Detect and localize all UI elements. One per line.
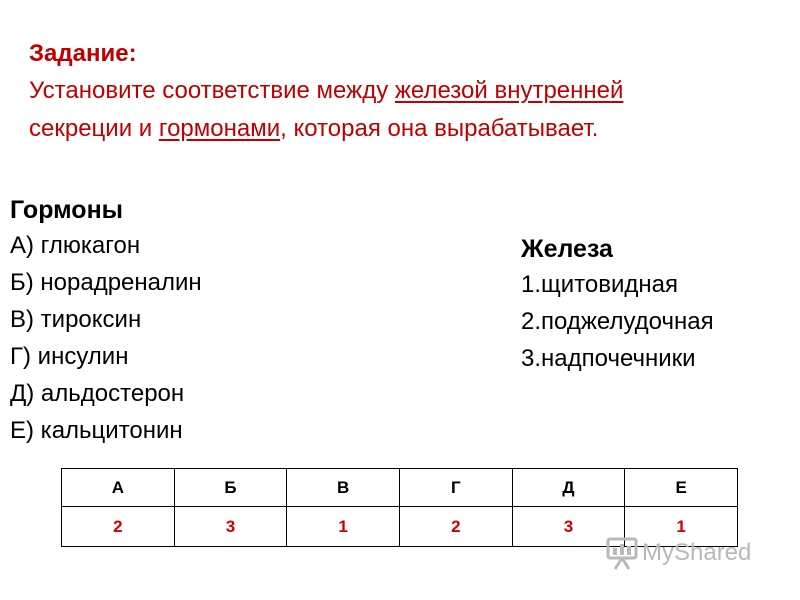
answer-header-cell: Е: [625, 469, 738, 507]
task-title: Задание:: [29, 40, 137, 67]
hormone-item: А) глюкагон: [10, 232, 141, 259]
hormone-item: В) тироксин: [10, 306, 142, 333]
answer-value-cell: 1: [287, 507, 400, 547]
hormone-item: Д) альдостерон: [10, 380, 185, 407]
answer-value-cell: 3: [174, 507, 287, 547]
glands-heading: Железа: [521, 235, 613, 263]
answer-header-cell: А: [62, 469, 175, 507]
gland-item: 2.поджелудочная: [521, 308, 714, 335]
hormone-item: Б) норадреналин: [10, 269, 202, 296]
watermark: [606, 536, 751, 570]
answer-value-cell: 2: [399, 507, 512, 547]
answer-header-cell: В: [287, 469, 400, 507]
hormone-item: Г) инсулин: [10, 343, 129, 370]
task-line2-end: , которая она вырабатывает.: [280, 115, 599, 142]
answer-value-cell: 2: [62, 507, 175, 547]
answer-value-cell: 3: [512, 507, 625, 547]
gland-item: 1.щитовидная: [521, 271, 678, 298]
task-line1-text: Установите соответствие между: [29, 77, 395, 104]
answer-header-row: [62, 469, 738, 507]
task-text: [29, 72, 769, 148]
answer-header-cell: Б: [174, 469, 287, 507]
task-line2-text: секреции и: [29, 115, 159, 142]
answer-header-cell: Г: [399, 469, 512, 507]
hormones-list: [10, 193, 202, 449]
task-block: [29, 38, 769, 148]
answer-value-cell: 1: [625, 507, 738, 547]
hormone-item: Е) кальцитонин: [10, 417, 183, 444]
task-hormone-term: гормонами: [158, 115, 281, 142]
watermark-text: MyShared: [642, 539, 752, 566]
answer-header-cell: Д: [512, 469, 625, 507]
glands-list: [521, 232, 714, 377]
task-gland-term: железой внутренней: [394, 77, 624, 104]
hormones-heading: Гормоны: [10, 196, 124, 224]
presentation-board-icon: [606, 536, 638, 570]
gland-item: 3.надпочечники: [521, 345, 696, 372]
